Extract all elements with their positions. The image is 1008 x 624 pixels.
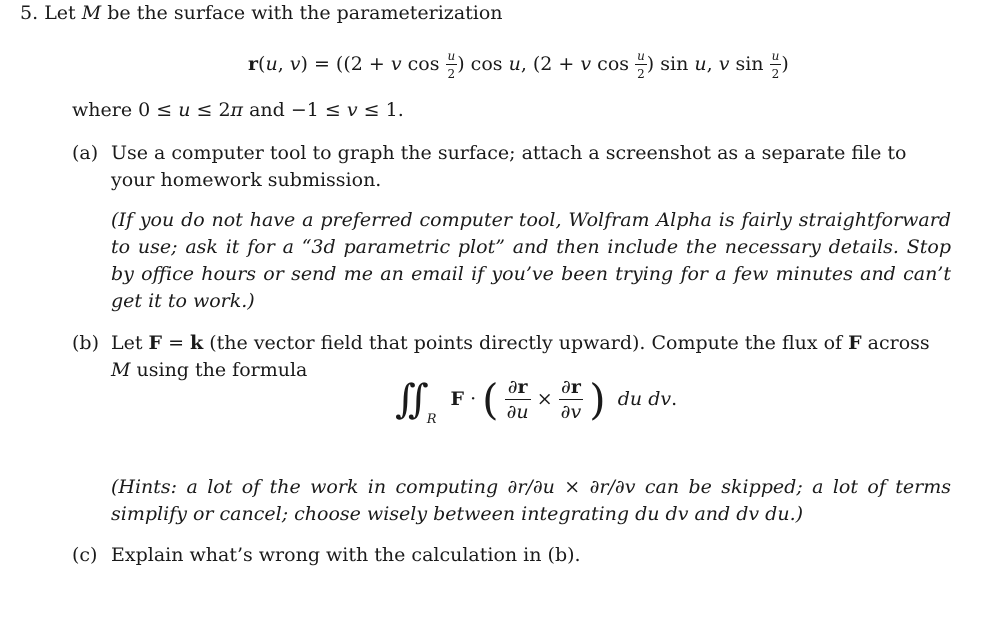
problem-number: 5. xyxy=(20,2,39,24)
flux-integral-formula: ∫∫ $_R$ F · ( $\frac{\partial r}{\partial u}$ × $\frac{\partial r}{\partial v}$ ) du dv. xyxy=(395,375,678,427)
fraction-u-over-2: $\frac{u}{2}$ xyxy=(447,49,456,81)
part-c-text: Explain what’s wrong with the calculation in (b). xyxy=(111,544,581,566)
fraction-u-over-2: $\frac{u}{2}$ xyxy=(771,49,780,81)
double-integral-symbol: ∫∫ xyxy=(395,376,421,423)
part-a-note: (If you do not have a preferred computer tool, Wolfram Alpha is fairly straightforward to use; ask it for a “3d parametric plot” and then include the necessary details. Stop by office hours or send me an email if you’ve been trying for a few minutes and can’t get it to work.) xyxy=(111,209,951,312)
part-a-text: Use a computer tool to graph the surface; attach a screenshot as a separate file to your homework submission. xyxy=(111,142,907,191)
part-a-label: (a) xyxy=(72,142,99,164)
part-b-text: Let F = k (the vector field that points directly upward). Compute the flux of F across M using the formula xyxy=(111,332,930,381)
parametric-formula: r(u, v) = ((2 + v cos $\frac{u}{2}$ ) cos u, (2 + v cos $\frac{u}{2}$ ) sin u, v sin $\frac{u}{2}$ ) xyxy=(248,49,789,81)
partial-r-partial-v: $\frac{\partial r}{\partial v}$ xyxy=(560,376,582,423)
problem-heading xyxy=(20,0,503,27)
part-b-hint: (Hints: a lot of the work in computing ∂r/∂u × ∂r/∂v can be skipped; a lot of terms simplify or cancel; choose wisely between integrating du dv and dv du.) xyxy=(111,476,951,525)
partial-r-partial-u: $\frac{\partial r}{\partial u}$ xyxy=(506,376,529,423)
problem-intro: Let M be the surface with the parameterization xyxy=(44,2,503,24)
part-c-label: (c) xyxy=(72,544,98,566)
fraction-u-over-2: $\frac{u}{2}$ xyxy=(637,49,645,81)
domain-constraints: where 0 ≤ u ≤ 2π and −1 ≤ v ≤ 1. xyxy=(72,99,404,121)
part-b-label: (b) xyxy=(72,332,99,354)
